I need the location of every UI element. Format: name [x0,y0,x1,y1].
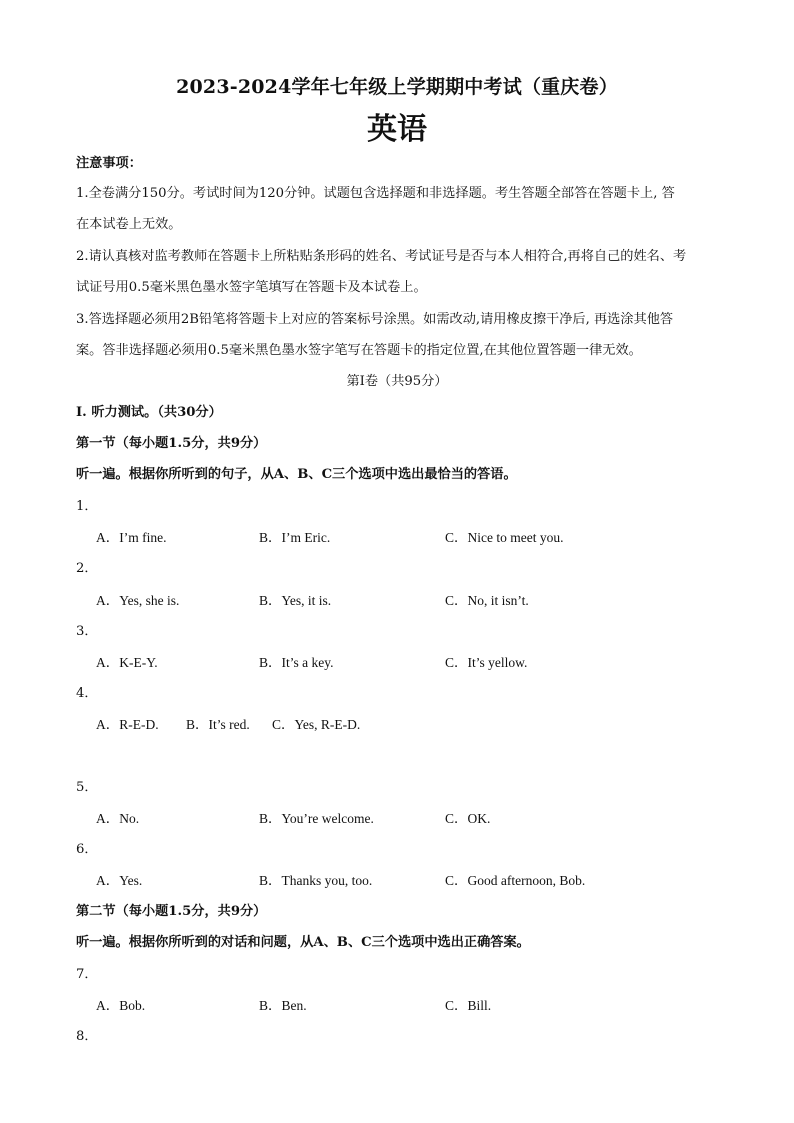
option-a: A．R-E-D. [96,717,159,732]
option-b: B．It’s a key. [259,655,334,670]
question-number: 4． [76,686,98,701]
note-3-line-2: 案。答非选择题必须用0.5毫米黑色墨水签字笔写在答题卡的指定位置,在其他位置答题一律无效。 [76,343,642,358]
note-2-line-1: 2.请认真核对监考教师在答题卡上所粘贴条形码的姓名、考试证号是否与本人相符合,再将自己的姓名、考 [76,249,687,264]
note-2-line-2: 试证号用0.5毫米黑色墨水签字笔填写在答题卡及本试卷上。 [76,280,427,295]
option-a: A．No. [96,811,140,826]
section1-heading: 第一节（每小题1.5分，共9分） [76,436,267,451]
option-c: C．Bill. [445,998,492,1013]
option-b: B．I’m Eric. [259,530,331,545]
option-c: C．OK. [445,811,491,826]
section1-instruction: 听一遍。根据你所听到的句子，从A、B、C三个选项中选出最恰当的答语。 [76,467,517,482]
option-c: C．Nice to meet you. [445,530,564,545]
option-c: C．No, it isn’t. [445,593,529,608]
question-number: 1． [76,499,98,514]
question-number: 6． [76,842,98,857]
question-number: 2． [76,561,98,576]
note-3-line-1: 3.答选择题必须用2B铅笔将答题卡上对应的答案标号涂黑。如需改动,请用橡皮擦干净后, 再选涂其他答 [76,312,674,327]
question-number: 3． [76,624,98,639]
note-1-line-2: 在本试卷上无效。 [76,217,182,232]
option-a: A．Yes. [96,873,143,888]
option-a: A．Bob. [96,998,146,1013]
volume-heading: 第I卷（共95分） [346,374,448,389]
question-number: 8． [76,1029,98,1044]
part1-heading: Ⅰ. 听力测试。（共30分） [76,405,222,420]
question-number: 5． [76,780,98,795]
option-a: A．K-E-Y. [96,655,158,670]
notes-heading: 注意事项： [76,156,142,171]
option-a: A．I’m fine. [96,530,167,545]
exam-title: 2023-2024学年七年级上学期期中考试（重庆卷） [176,76,618,98]
option-b: B．You’re welcome. [259,811,374,826]
option-b: B．It’s red. [186,717,250,732]
option-c: C．Yes, R-E-D. [272,717,361,732]
option-b: B．Yes, it is. [259,593,332,608]
option-b: B．Thanks you, too. [259,873,373,888]
section2-instruction: 听一遍。根据你所听到的对话和问题，从A、B、C三个选项中选出正确答案。 [76,935,530,950]
section2-heading: 第二节（每小题1.5分，共9分） [76,904,267,919]
option-b: B．Ben. [259,998,307,1013]
option-c: C．It’s yellow. [445,655,528,670]
option-c: C．Good afternoon, Bob. [445,873,586,888]
question-number: 7． [76,967,98,982]
exam-subject: 英语 [367,112,427,147]
option-a: A．Yes, she is. [96,593,180,608]
note-1-line-1: 1.全卷满分150分。考试时间为120分钟。试题包含选择题和非选择题。考生答题全部答在答题卡上, 答 [76,186,675,201]
